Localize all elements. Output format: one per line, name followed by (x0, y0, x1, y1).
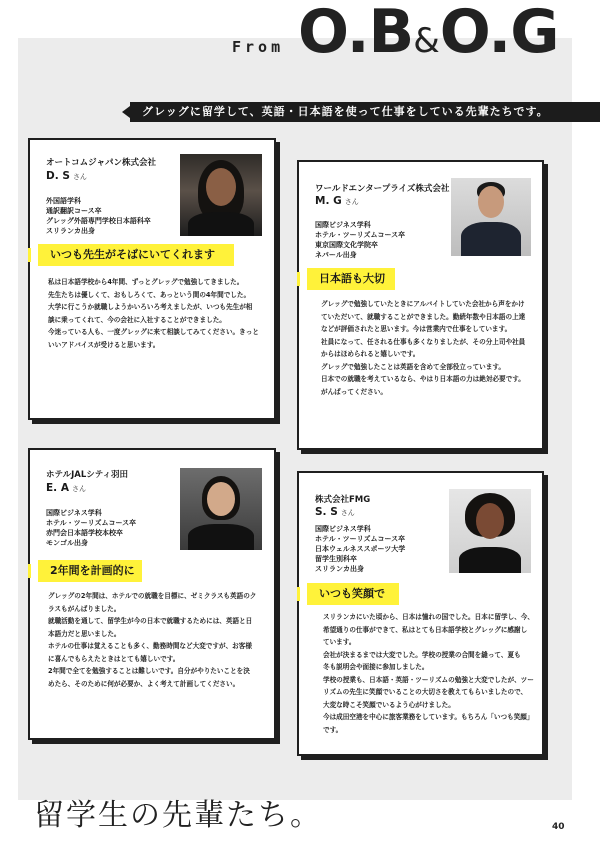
header-from-label: From (232, 38, 285, 56)
header-title-amp: & (413, 21, 440, 61)
portrait-photo (451, 178, 531, 256)
title-band-tick (297, 587, 300, 601)
portrait-photo (449, 489, 531, 573)
header-title-og: O.G (439, 0, 559, 67)
person-details: 国際ビジネス学科 ホテル・ツーリズムコース卒 赤門会日本語学校本校卒 モンゴル出身 (46, 509, 137, 547)
footer-title: 留学生の先輩たち。 (34, 798, 322, 833)
profile-card-ds (28, 138, 276, 420)
intro-banner: グレッグに留学して、英語・日本語を使って仕事をしている先輩たちです。 (130, 102, 600, 122)
person-name: S. S さん (315, 506, 355, 518)
portrait-photo (180, 154, 262, 236)
card-headline: いつも笑顔で (307, 583, 399, 605)
page-number: 40 (552, 822, 565, 832)
card-headline: 日本語も大切 (307, 268, 395, 290)
card-body-text: 私は日本語学校から4年間、ずっとグレッグで勉強してきました。 先生たちは優しくて、おもしろくて、あっという間の4年間でした。 大学に行こうか就職しようかいろいろ考えましたが、いつも先生が相 談に乗ってくれて、今の会社に入社することができました。 今迷っている人も、一度グレッグに来て相談してみてください。きっと いいアドバイスが受けると思います。 (48, 278, 259, 349)
company-name: 株式会社FMG (315, 495, 371, 505)
card-body-text: スリランカにいた頃から、日本は憧れの国でした。日本に留学し、今、 希望通りの仕事ができて、私はとても日本語学校とグレッグに感謝し ています。 会社が決まるまでは大変でした。学校の授業の合間を縫って、夏も 冬も説明会や面接に参加しました。 学校の授業も、日本語・英語・ツーリズムの勉強と大変でしたが、ツー リズムの先生に笑顔でいることの大切さを教えてもらいましたので、 大変な時こそ笑顔でいるよう心がけました。 今は成田空港を中心に旅客業務をしています。もちろん「いつも笑顔」 です。 (323, 613, 534, 734)
title-band-tick (28, 248, 31, 262)
header-title-ob: O.B (298, 0, 414, 67)
profile-card-ss (297, 471, 544, 756)
card-body-text: グレッグで勉強していたときにアルバイトしていた会社から声をかけ ていただいて、就職することができました。勤続年数や日本語の上達 などが評価されたと思います。今は営業内で仕事をしています。 社員になって、任される仕事も多くなりましたが、その分上司や社員 からはほめられると嬉しいです。 グレッグで勉強したことは英語を含めて全部役立っています。 日本での就職を考えているなら、やはり日本語の力は絶対必要です。 がんばってください。 (321, 300, 526, 396)
person-details: 外国語学科 通訳翻訳コース卒 グレッグ外語専門学校日本語科卒 スリランカ出身 (46, 197, 151, 235)
title-band-tick (297, 272, 300, 286)
title-band-tick (28, 564, 31, 578)
card-body-text: グレッグの2年間は、ホテルでの就職を目標に、ゼミクラスも英語のク ラスもがんばりました。 就職活動を通して、留学生が今の日本で就職するためには、英語と日 本語力だと思いました。 ホテルの仕事は覚えることも多く、勤務時間など大変ですが、お客様 に喜んでもらえたときはとても嬉しいです。 2年間で全てを勉強することは難しいです。自分がやりたいことを決 めたら、そのために何が必要か、よく考えて計画してください。 (48, 592, 257, 688)
header-title (298, 0, 558, 81)
portrait-photo (180, 468, 262, 550)
banner-arrow-icon (122, 106, 130, 118)
company-name: ホテルJALシティ羽田 (46, 470, 129, 480)
company-name: ワールドエンタープライズ株式会社 (315, 184, 450, 194)
company-name: オートコムジャパン株式会社 (46, 158, 156, 168)
card-headline: 2年間を計画的に (38, 560, 142, 582)
person-name: E. A さん (46, 482, 86, 494)
card-headline: いつも先生がそばにいてくれます (38, 244, 234, 266)
profile-card-ea (28, 448, 276, 740)
person-details: 国際ビジネス学科 ホテル・ツーリズムコース卒 日本ウェルネススポーツ大学 留学生別科卒 スリランカ出身 (315, 525, 406, 573)
profile-card-mg (297, 160, 544, 450)
person-name: M. G さん (315, 195, 359, 207)
person-name: D. S さん (46, 170, 87, 182)
person-details: 国際ビジネス学科 ホテル・ツーリズムコース卒 東京国際文化学院卒 ネパール出身 (315, 221, 406, 259)
